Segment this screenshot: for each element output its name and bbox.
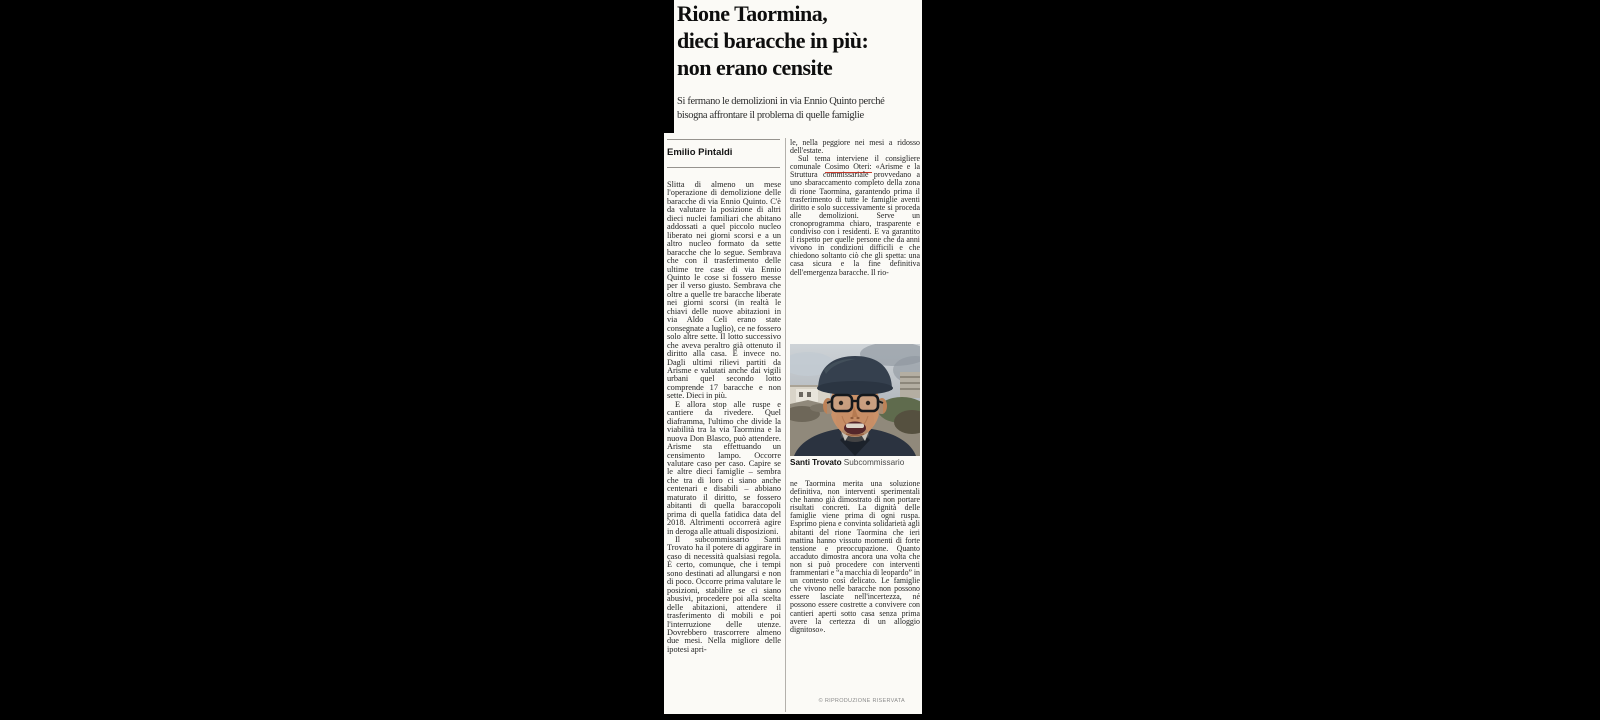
paragraph-text: Sul tema interviene il consigliere comunale: [790, 154, 920, 172]
photo-caption: [790, 458, 920, 468]
article-headline: [677, 0, 922, 81]
photo-illustration: [790, 344, 920, 456]
paragraph: E allora stop alle ruspe e cantiere da rivedere. Quel diaframma, l'ultimo che divide la viabilità tra la via Taormina e la nuova Don Blasco, può attendere. Arisme sta effettuando un censimento lampo. Occorre valutare caso per caso. Capire se le altre dieci famiglie – sembra che tra di loro ci siano anche centenari e disabili – abbiano maturato il diritto, se fossero abitanti di quella baraccopoli prima di quella fatidica data del 2018. Altrimenti occorrerà agire in deroga alle attuali disposizioni.: [667, 399, 781, 536]
copyright-notice: © RIPRODUZIONE RISERVATA: [818, 698, 905, 704]
paragraph: ne Taormina merita una soluzione definitiva, non interventi sperimentali che hanno già dimostrato di non portare risultati concreti. La dignità delle famiglie viene prima di ogni ruspa. Esprimo piena e convinta solidarietà agli abitanti del rione Taormina che ieri mattina hanno vissuto momenti di forte tensione e preoccupazione. Quanto accaduto dimostra ancora una volta che non si può procedere con interventi frammentari e “a macchia di leopardo” in un contesto così delicato. Le famiglie che vivono nelle baracche non possono essere lasciate nell'incertezza, né possono essere costrette a convivere con cantieri aperti sotto casa senza prima avere la certezza di un alloggio dignitoso».: [790, 480, 920, 634]
paragraph: le, nella peggiore nei mesi a ridosso dell'estate.: [790, 139, 920, 156]
headline-line-1: Rione Taormina,: [677, 1, 828, 26]
page-edge-notch: [664, 0, 674, 133]
paragraph: Il subcommissario Santi Trovato ha il potere di aggirare in caso di necessità qualsiasi regola. È certo, comunque, che i tempi sono destinati ad allungarsi e non di poco. Occorre prima valutare le posizioni, stabilire se ci siano abusivi, procedere poi alla scelta delle abitazioni, attendere il trasferimento di mobili e poi l'interruzione delle utenze. Dovrebbero trascorrere almeno due mesi. Nella migliore delle ipotesi apri-: [667, 535, 781, 654]
paragraph: [790, 155, 920, 276]
article-subhead: [677, 95, 922, 122]
column-2-lower-text: [790, 480, 920, 702]
headline-line-2: dieci baracche in più:: [677, 28, 869, 53]
subhead-line-2: bisogna affrontare il problema di quelle famiglie: [677, 109, 864, 121]
byline-author: Emilio Pintaldi: [667, 147, 733, 158]
article-column-2: [790, 139, 920, 714]
byline-block: [667, 139, 780, 168]
newspaper-clipping: [664, 0, 922, 714]
article-column-1: [667, 181, 781, 712]
column-2-upper-text: [790, 139, 920, 344]
caption-name: Santi Trovato: [790, 458, 842, 467]
column-divider-rule: [785, 138, 786, 712]
red-underline-annotation: Cosimo Oteri:: [824, 162, 872, 172]
caption-role: Subcommissario: [843, 458, 905, 467]
paragraph: Slitta di almeno un mese l'operazione di demolizione delle baracche di via Ennio Quinto. C'è da valutare la posizione di altri dieci nuclei familiari che abitano addossati a quel piccolo nucleo liberato nei giorni scorsi e a un altro nucleo formato da sette baracche che lo segue. Sembrava che con il trasferimento delle ultime tre case di via Ennio Quinto le cose si fossero messe per il verso giusto. Sembrava che oltre a quelle tre baracche liberate nei giorni scorsi (in realtà le chiavi delle nuove abitazioni in via Aldo Celi erano state consegnate a luglio), ce ne fossero solo altre sette. Il lotto successivo che aveva peraltro già ottenuto il diritto alla casa. E invece no. Dagli ultimi rilievi partiti da Arisme e valutati anche dai vigili urbani quel secondo lotto comprende 17 baracche e non sette. Dieci in più.: [667, 181, 781, 401]
headline-line-3: non erano censite: [677, 55, 833, 80]
subhead-line-1: Si fermano le demolizioni in via Ennio Quinto perché: [677, 96, 885, 107]
santi-trovato-photo: [790, 344, 920, 456]
paragraph-text: «Arisme e la Struttura commissariale provvedano a uno sbaraccamento completo della zona di rione Taormina, garantendo prima il trasferimento di tutte le famiglie aventi diritto e solo successivamente si proceda alle demolizioni. Serve un cronoprogramma chiaro, trasparente e condiviso con i residenti. E va garantito il rispetto per quelle persone che da anni vivono in condizioni difficili e che chiedono soltanto ciò che gli spetta: una casa sicura e la fine definitiva dell'emergenza baracche. Il rio-: [790, 162, 920, 277]
